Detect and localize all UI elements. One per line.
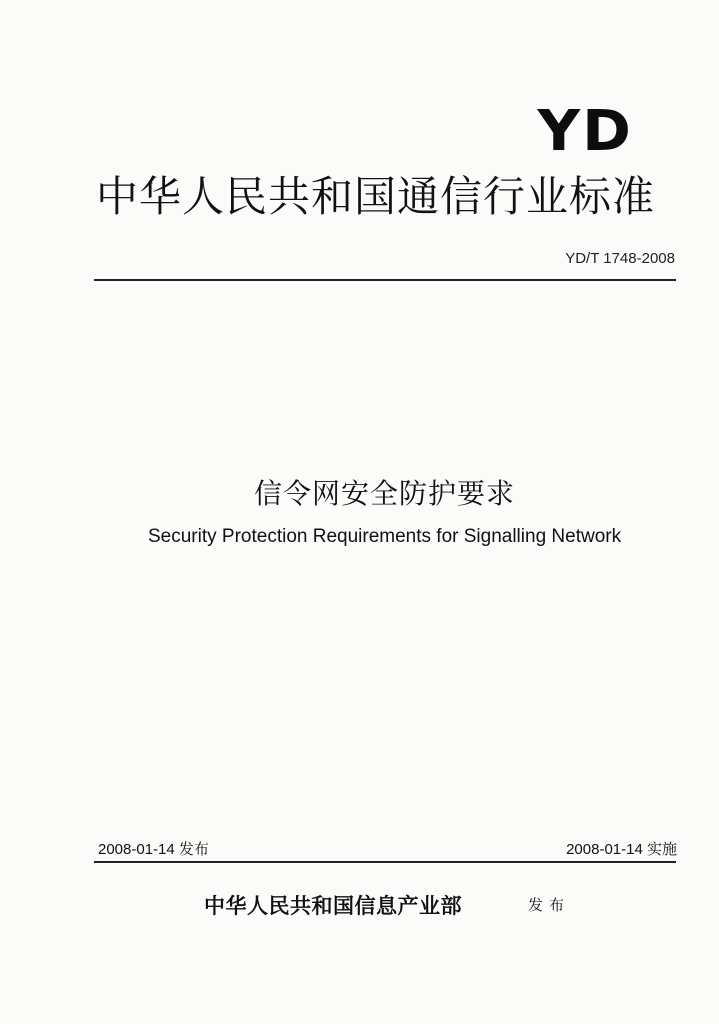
standard-category-title: 中华人民共和国通信行业标准: [96, 172, 656, 221]
document-title-english: Security Protection Requirements for Signalling Network: [148, 526, 622, 547]
issuing-action: 发布: [528, 896, 571, 914]
yd-logo: YD: [537, 99, 633, 164]
issue-date: 2008-01-14 发布: [98, 841, 209, 858]
footer-divider: [94, 861, 676, 863]
effective-date: 2008-01-14 实施: [566, 841, 677, 858]
standard-code: YD/T 1748-2008: [565, 250, 675, 267]
document-title-chinese: 信令网安全防护要求: [253, 477, 515, 510]
issuing-authority: 中华人民共和国信息产业部: [204, 893, 462, 918]
header-divider: [94, 279, 676, 281]
